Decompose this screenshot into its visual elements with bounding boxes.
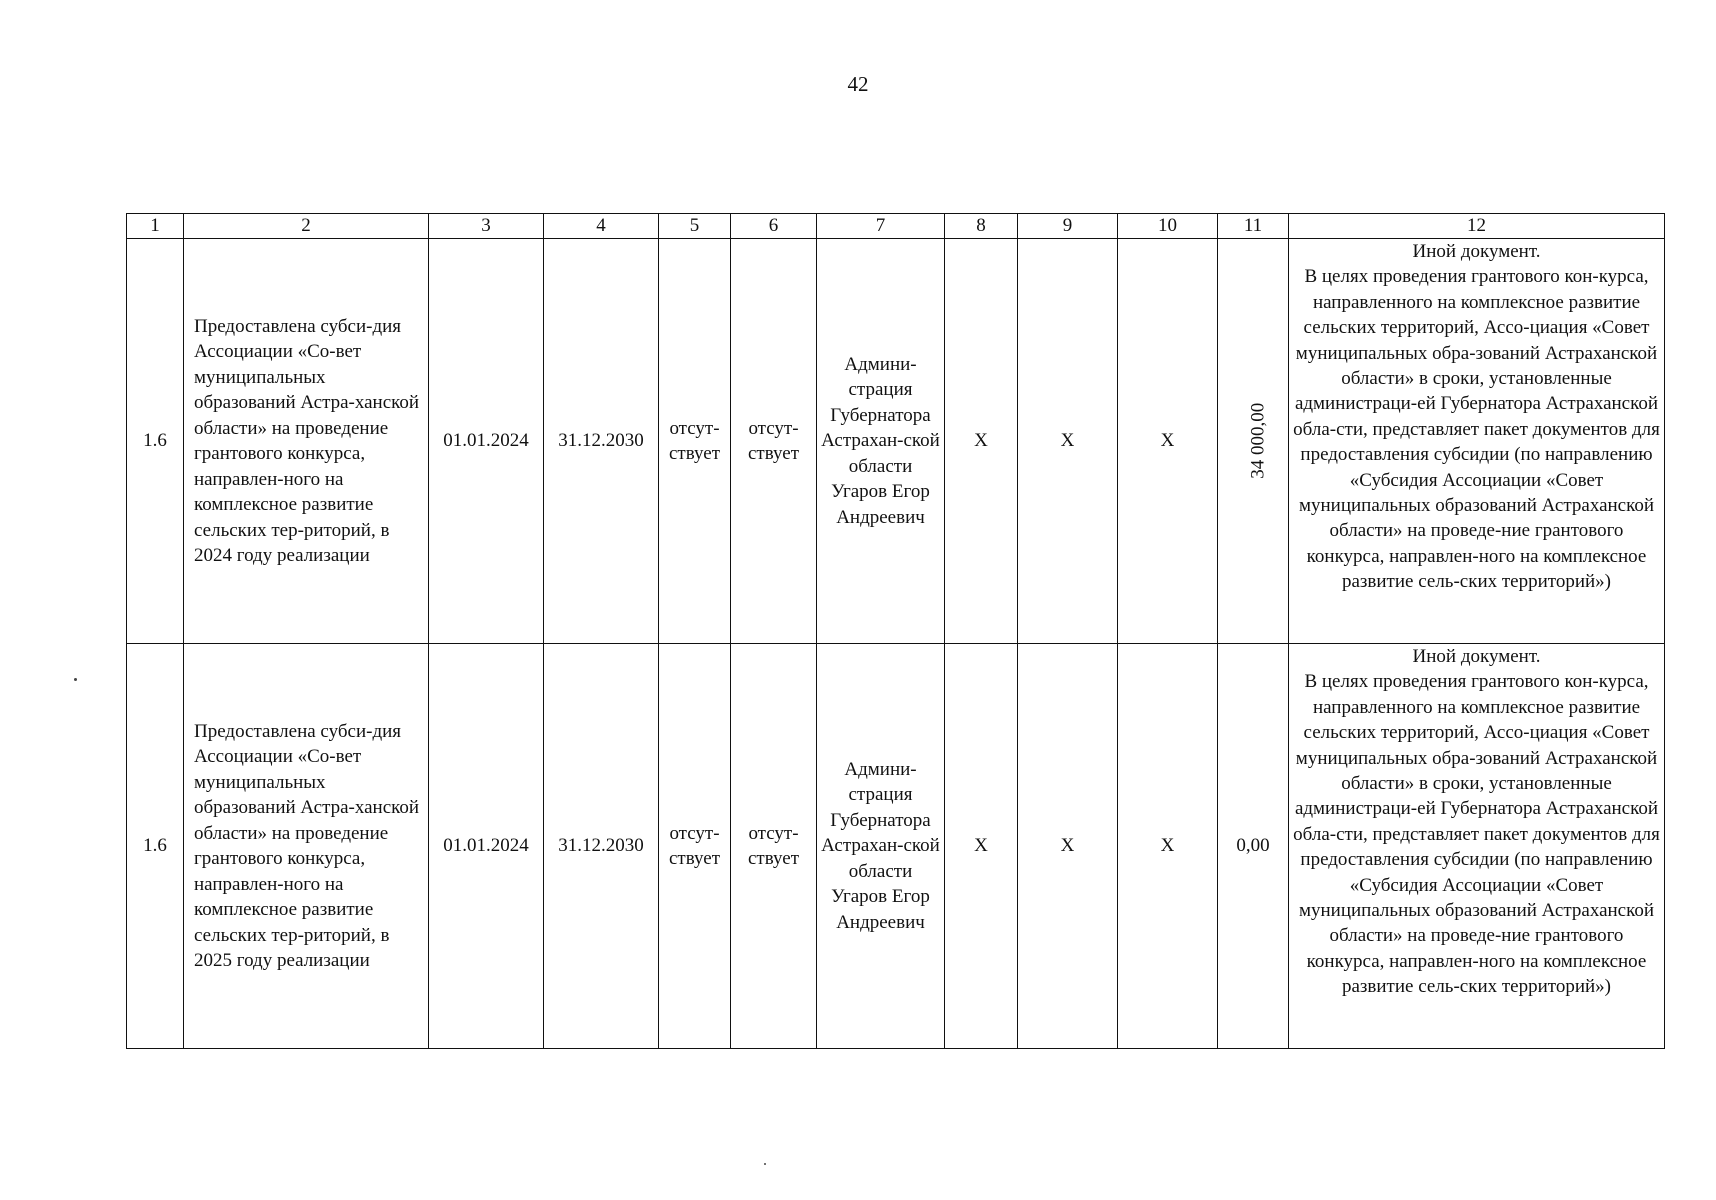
col9-value: X: [1018, 644, 1118, 1049]
column-header: 3: [429, 214, 544, 239]
end-date: 31.12.2030: [544, 239, 659, 644]
column-header: 5: [659, 214, 731, 239]
col9-value: X: [1018, 239, 1118, 644]
start-date: 01.01.2024: [429, 239, 544, 644]
column-header: 7: [817, 214, 945, 239]
row-number: 1.6: [127, 644, 184, 1049]
end-date: 31.12.2030: [544, 644, 659, 1049]
document-text: В целях проведения грантового кон-курса, направленного на комплексное развитие сельских территорий, Ассо-циация «Совет муниципальных обра-зований Астраханской области» в сроки, установленные администраци-ей Губернатора Астраханской обла-сти, представляет пакет документов для предоставления субсидии (по направлению «Субсидия Ассоциации «Совет муниципальных образований Астраханской области» на проведе-ние грантового конкурса, направлен-ного на комплексное развитие сель-ских территорий»): [1293, 266, 1660, 593]
col10-value: X: [1118, 239, 1218, 644]
amount-value: 0,00: [1218, 644, 1289, 1049]
document-cell: [1289, 239, 1665, 644]
column-header: 1: [127, 214, 184, 239]
page-number: 42: [847, 72, 869, 96]
measure-description: Предоставлена субси-дия Ассоциации «Со-вет муниципальных образований Астра-ханской области» на проведение грантового конкурса, направлен-ного на комплексное развитие сельских тер-риторий, в 2024 году реализации: [184, 239, 429, 644]
col8-value: X: [945, 644, 1018, 1049]
document-title: Иной документ.: [1412, 241, 1541, 262]
document-title: Иной документ.: [1412, 646, 1541, 667]
table-row: [127, 239, 1665, 644]
document-cell: [1289, 644, 1665, 1049]
column-header: 12: [1289, 214, 1665, 239]
column-header: 8: [945, 214, 1018, 239]
scan-speck: [764, 1163, 766, 1165]
amount-value: 34 000,00: [1247, 403, 1269, 479]
col8-value: X: [945, 239, 1018, 644]
row-number: 1.6: [127, 239, 184, 644]
col5-value: отсут-ствует: [659, 239, 731, 644]
responsible-person: Админи-страция Губернатора Астрахан-ской области Угаров Егор Андреевич: [817, 644, 945, 1049]
col5-value: отсут-ствует: [659, 644, 731, 1049]
start-date: 01.01.2024: [429, 644, 544, 1049]
measures-table: [126, 213, 1665, 1049]
col6-value: отсут-ствует: [731, 239, 817, 644]
column-header: 6: [731, 214, 817, 239]
measure-description: Предоставлена субси-дия Ассоциации «Со-вет муниципальных образований Астра-ханской области» на проведение грантового конкурса, направлен-ного на комплексное развитие сельских тер-риторий, в 2025 году реализации: [184, 644, 429, 1049]
scan-speck: [74, 678, 77, 681]
column-header: 2: [184, 214, 429, 239]
table-header-row: [127, 214, 1665, 239]
column-header: 4: [544, 214, 659, 239]
col10-value: X: [1118, 644, 1218, 1049]
column-header: 9: [1018, 214, 1118, 239]
amount-cell: [1218, 239, 1289, 644]
column-header: 10: [1118, 214, 1218, 239]
responsible-person: Админи-страция Губернатора Астрахан-ской области Угаров Егор Андреевич: [817, 239, 945, 644]
column-header: 11: [1218, 214, 1289, 239]
document-text: В целях проведения грантового кон-курса, направленного на комплексное развитие сельских территорий, Ассо-циация «Совет муниципальных обра-зований Астраханской области» в сроки, установленные администраци-ей Губернатора Астраханской обла-сти, представляет пакет документов для предоставления субсидии (по направлению «Субсидия Ассоциации «Совет муниципальных образований Астраханской области» на проведе-ние грантового конкурса, направлен-ного на комплексное развитие сель-ских территорий»): [1293, 671, 1660, 998]
col6-value: отсут-ствует: [731, 644, 817, 1049]
table-row: [127, 644, 1665, 1049]
